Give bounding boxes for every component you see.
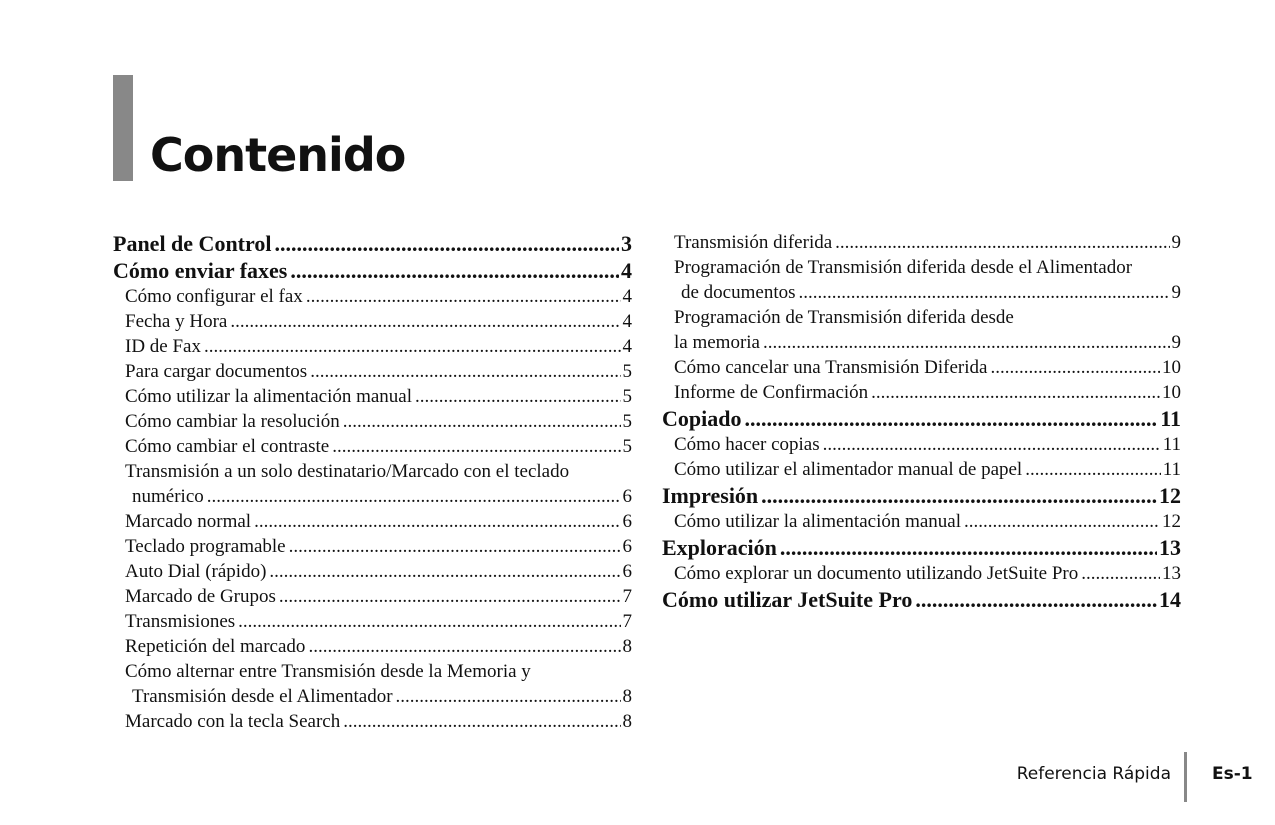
toc-entry[interactable]: Para cargar documentos ..... 5	[113, 359, 632, 384]
toc-entry[interactable]: Cómo utilizar el alimentador manual de papel ..... 11	[662, 457, 1181, 482]
toc-entry[interactable]: Cómo cancelar una Transmisión Diferida ..... 10	[662, 355, 1181, 380]
toc-entry[interactable]: Transmisiones ..... 7	[113, 609, 632, 634]
toc-section[interactable]: Panel de Control ..... 3	[113, 230, 632, 257]
toc-entry-line[interactable]: Programación de Transmisión diferida desde	[674, 307, 1014, 328]
toc-section[interactable]: Copiado ..... 11	[662, 405, 1181, 432]
page-number: Es-1	[1212, 764, 1253, 784]
toc-entry[interactable]: Cómo utilizar la alimentación manual ..... 12	[662, 509, 1181, 534]
footer-divider	[1184, 752, 1187, 802]
title-accent-bar	[113, 75, 133, 181]
toc-section[interactable]: Exploración ..... 13	[662, 534, 1181, 561]
toc-entry[interactable]: Cómo utilizar la alimentación manual ..... 5	[113, 384, 632, 409]
toc-entry[interactable]: Teclado programable ..... 6	[113, 534, 632, 559]
toc-entry[interactable]: Cómo configurar el fax ..... 4	[113, 284, 632, 309]
toc-entry[interactable]: Marcado de Grupos ..... 7	[113, 584, 632, 609]
toc-entry[interactable]: Cómo cambiar la resolución ..... 5	[113, 409, 632, 434]
toc-entry[interactable]: Cómo cambiar el contraste ..... 5	[113, 434, 632, 459]
toc-entry[interactable]: Transmisión diferida ..... 9	[662, 230, 1181, 255]
toc-entry[interactable]: Cómo explorar un documento utilizando JetSuite Pro ..... 13	[662, 561, 1181, 586]
footer-label: Referencia Rápida	[1016, 764, 1171, 784]
toc-entry[interactable]: la memoria ..... 9	[662, 330, 1181, 355]
toc-entry[interactable]: Marcado con la tecla Search ..... 8	[113, 709, 632, 734]
toc-entry[interactable]: ID de Fax ..... 4	[113, 334, 632, 359]
toc-entry[interactable]: Fecha y Hora ..... 4	[113, 309, 632, 334]
toc-entry-line[interactable]: Cómo alternar entre Transmisión desde la Memoria y	[125, 661, 531, 682]
toc-right-column	[662, 230, 1181, 613]
toc-entry[interactable]: Marcado normal ..... 6	[113, 509, 632, 534]
toc-left-column	[113, 230, 632, 734]
toc-entry[interactable]: Repetición del marcado ..... 8	[113, 634, 632, 659]
page-title: Contenido	[150, 128, 406, 182]
toc-entry[interactable]: Cómo hacer copias ..... 11	[662, 432, 1181, 457]
toc-entry[interactable]: de documentos ..... 9	[662, 280, 1181, 305]
toc-entry[interactable]: Informe de Confirmación ..... 10	[662, 380, 1181, 405]
toc-entry-line[interactable]: Programación de Transmisión diferida desde el Alimentador	[674, 257, 1133, 278]
toc-entry-line[interactable]: Transmisión a un solo destinatario/Marcado con el teclado	[125, 461, 570, 482]
toc-section[interactable]: Cómo enviar faxes ..... 4	[113, 257, 632, 284]
toc-entry[interactable]: Transmisión desde el Alimentador ..... 8	[113, 684, 632, 709]
toc-section[interactable]: Impresión ..... 12	[662, 482, 1181, 509]
toc-entry[interactable]: Auto Dial (rápido) ..... 6	[113, 559, 632, 584]
toc-entry[interactable]: numérico ..... 6	[113, 484, 632, 509]
toc-section[interactable]: Cómo utilizar JetSuite Pro ..... 14	[662, 586, 1181, 613]
